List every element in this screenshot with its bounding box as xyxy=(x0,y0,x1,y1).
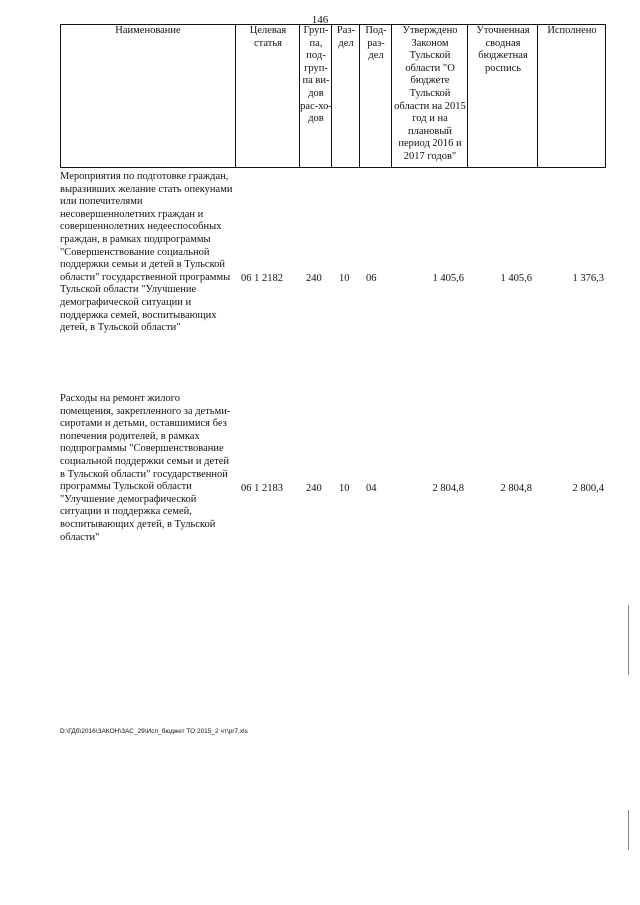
header-target-article: Целевая статья xyxy=(235,25,300,167)
budget-table xyxy=(60,24,606,168)
row-1-expense-group: 240 xyxy=(306,273,322,284)
row-2-section: 10 xyxy=(339,483,350,494)
row-2-target-article: 06 1 2183 xyxy=(241,483,283,494)
row-2-approved: 2 804,8 xyxy=(432,483,464,494)
header-section: Раз-дел xyxy=(331,25,360,167)
scan-margin-mark xyxy=(628,605,629,675)
row-1-subsection: 06 xyxy=(366,273,377,284)
table-header xyxy=(60,24,606,168)
header-expense-group: Груп-па, под-груп-па ви-дов рас-хо-дов xyxy=(299,25,332,167)
header-refined: Уточненная сводная бюджетная роспись xyxy=(467,25,538,167)
file-path-footer: D:\ГДб\2016\ЗАКОН\ЗАС_29\Исп_бюджет ТО 2015_2 чт\pr7.xls xyxy=(60,728,248,735)
row-1-approved: 1 405,6 xyxy=(432,273,464,284)
row-1-name: Мероприятия по подготовке граждан, выразивших желание стать опекунами или попечителями несовершеннолетних граждан и совершеннолетних недееспособных граждан, в рамках подпрограммы "Совершенствование социальной поддержки семьи и детей в Тульской области" государственной программы Тульской области "Улучшение демографической ситуации и поддержка семей, воспитывающих детей, в Тульской области" xyxy=(60,171,233,334)
row-2-executed: 2 800,4 xyxy=(572,483,604,494)
row-1-section: 10 xyxy=(339,273,350,284)
header-approved: Утверждено Законом Тульской области "О бюджете Тульской области на 2015 год и на плановый период 2016 и 2017 годов" xyxy=(391,25,468,167)
row-1-target-article: 06 1 2182 xyxy=(241,273,283,284)
scan-margin-mark-lower xyxy=(628,810,629,850)
row-1-executed: 1 376,3 xyxy=(572,273,604,284)
row-2-name: Расходы на ремонт жилого помещения, закрепленного за детьми-сиротами и детьми, оставшимися без попечения родителей, в рамках подпрограммы "Совершенствование социальной поддержки семьи и детей в Тульской области" государственной программы Тульской области "Улучшение демографической ситуации и поддержка семей, воспитывающих детей, в Тульской области" xyxy=(60,393,231,543)
header-executed: Исполнено xyxy=(537,25,606,167)
row-2-subsection: 04 xyxy=(366,483,377,494)
row-2-expense-group: 240 xyxy=(306,483,322,494)
header-subsection: Под-раз-дел xyxy=(359,25,392,167)
header-name: Наименование xyxy=(115,25,181,36)
row-1-refined: 1 405,6 xyxy=(500,273,532,284)
row-2-refined: 2 804,8 xyxy=(500,483,532,494)
page-number: 146 xyxy=(311,14,329,26)
